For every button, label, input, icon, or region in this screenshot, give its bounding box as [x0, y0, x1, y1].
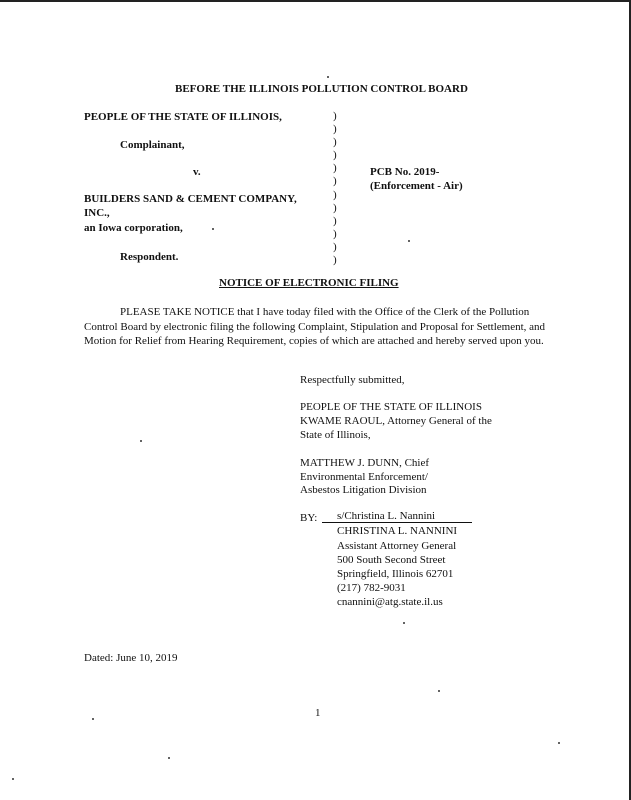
complainant-label: Complainant, — [120, 139, 185, 151]
scan-speck — [140, 440, 142, 442]
versus-label: v. — [193, 166, 201, 178]
attorney-title: Assistant Attorney General — [337, 540, 457, 552]
email: cnannini@atg.state.il.us — [337, 596, 443, 608]
scan-speck — [12, 778, 14, 780]
scan-speck — [92, 718, 94, 720]
case-type: (Enforcement - Air) — [370, 180, 463, 192]
scan-speck — [403, 622, 405, 624]
address-line-2: Springfield, Illinois 62701 — [337, 568, 454, 580]
party-line-3: State of Illinois, — [300, 429, 371, 441]
scan-speck — [212, 228, 214, 230]
address-line-1: 500 South Second Street — [337, 554, 446, 566]
chief-line-3: Asbestos Litigation Division — [300, 484, 427, 496]
notice-title: NOTICE OF ELECTRONIC FILING — [219, 277, 399, 289]
scan-speck — [327, 76, 329, 78]
attorney-name: CHRISTINA L. NANNINI — [337, 525, 458, 537]
by-label: BY: — [300, 512, 318, 524]
scan-speck — [408, 240, 410, 242]
signature-line — [322, 522, 472, 523]
defendant-line-2: INC., — [84, 207, 110, 219]
page-number: 1 — [315, 707, 321, 719]
chief-line-2: Environmental Enforcement/ — [300, 471, 428, 483]
scan-speck — [168, 757, 170, 759]
scan-edge-top — [0, 0, 631, 2]
plaintiff-name: PEOPLE OF THE STATE OF ILLINOIS, — [84, 111, 282, 123]
respondent-label: Respondent. — [120, 251, 179, 263]
closing: Respectfully submitted, — [300, 374, 405, 386]
chief-line-1: MATTHEW J. DUNN, Chief — [300, 457, 430, 469]
case-number: PCB No. 2019- — [370, 166, 440, 178]
notice-body: PLEASE TAKE NOTICE that I have today filed with the Office of the Clerk of the Pollution Control Board by electronic filing the following Complaint, Stipulation and Proposal for Settlement, and Motion for Relief from Hearing Requirement, copies of which are attached and hereby served upon you. — [84, 306, 546, 348]
board-heading: BEFORE THE ILLINOIS POLLUTION CONTROL BOARD — [175, 83, 468, 95]
scan-speck — [438, 690, 440, 692]
e-signature: s/Christina L. Nannini — [337, 510, 436, 522]
party-line-1: PEOPLE OF THE STATE OF ILLINOIS — [300, 401, 482, 413]
defendant-line-3: an Iowa corporation, — [84, 222, 183, 234]
caption-parentheses: ) ) ) ) ) ) ) ) ) ) ) ) — [333, 110, 337, 267]
scan-speck — [558, 742, 560, 744]
party-line-2: KWAME RAOUL, Attorney General of the — [300, 415, 492, 427]
dated-line: Dated: June 10, 2019 — [84, 652, 178, 664]
defendant-line-1: BUILDERS SAND & CEMENT COMPANY, — [84, 193, 297, 205]
phone: (217) 782-9031 — [337, 582, 406, 594]
